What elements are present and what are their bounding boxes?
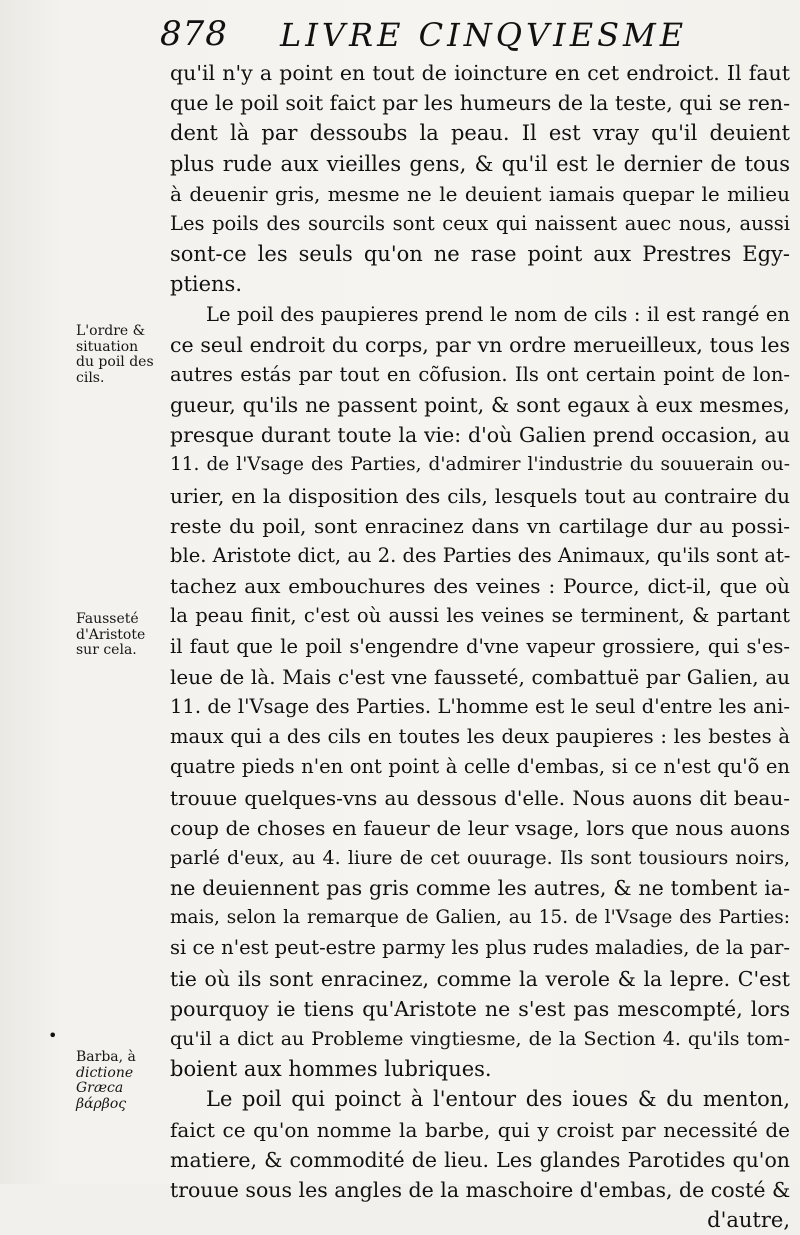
text-line: sont-ce les seuls qu'on ne rase point aux Prestres Egy- — [170, 242, 790, 267]
text-line: pourquoy ie tiens qu'Aristote ne s'est pas mescompté, lors — [170, 996, 790, 1021]
text-line: presque durant toute la vie: d'où Galien prend occasion, au — [170, 423, 790, 448]
text-line: ne deuiennent pas gris comme les autres, & ne tombent ia- — [170, 876, 790, 901]
text-line: si ce n'est peut-estre parmy les plus rudes maladies, de la par- — [170, 936, 790, 960]
text-line: Les poils des sourcils sont ceux qui naissent auec nous, aussi — [170, 211, 790, 235]
text-line: Le poil qui poinct à l'entour des ioues & du menton, — [206, 1087, 790, 1112]
text-line: trouue quelques-vns au dessous d'elle. Nous auons dit beau- — [170, 785, 790, 810]
text-line: parlé d'eux, au 4. liure de cet ouurage. Ils sont tousiours noirs, — [170, 846, 790, 869]
text-line: 11. de l'Vsage des Parties. L'homme est le seul d'entre les ani- — [170, 694, 790, 718]
text-line: coup de choses en faueur de leur vsage, lors que nous auons — [170, 815, 790, 840]
text-line: dent là par dessoubs la peau. Il est vray qu'il deuient — [170, 121, 790, 146]
text-line: quatre pieds n'en ont point à celle d'embas, si ce n'est qu'õ en — [170, 755, 790, 779]
text-line: urier, en la disposition des cils, lesquels tout au contraire du — [170, 483, 790, 508]
margin-bullet: • — [48, 1026, 58, 1045]
margin-note-faussete: Fausseté d'Aristote sur cela. — [76, 611, 146, 658]
text-line: Le poil des paupieres prend le nom de cils : il est rangé en — [206, 302, 790, 326]
page-header — [160, 14, 780, 64]
text-line: boient aux hommes lubriques. — [170, 1057, 492, 1082]
text-line: maux qui a des cils en toutes les deux paupieres : les bestes à — [170, 725, 790, 749]
body-text — [170, 58, 790, 1235]
text-line: d'autre, — [707, 1208, 790, 1233]
text-line: trouue sous les angles de la maschoire d'embas, de costé & — [170, 1177, 791, 1202]
text-line: autres estás par tout en cõfusion. Ils ont certain point de lon- — [170, 362, 790, 386]
text-line: gueur, qu'ils ne passent point, & sont egaux à eux mesmes, — [170, 393, 790, 418]
text-line: ptiens. — [170, 272, 243, 297]
text-line: tie où ils sont enracinez, comme la verole & la lepre. C'est — [170, 966, 790, 991]
text-line: la peau finit, c'est où aussi les veines se terminent, & partant — [170, 604, 790, 628]
text-line: que le poil soit faict par les humeurs de la teste, qui se ren- — [170, 91, 790, 116]
text-line: reste du poil, sont enracinez dans vn cartilage dur au possi- — [170, 513, 790, 538]
margin-note-cils: L'ordre & situation du poil des cils. — [76, 323, 154, 386]
text-line: mais, selon la remarque de Galien, au 15. de l'Vsage des Parties: — [170, 907, 790, 929]
margin-note-barba: Barba, à dictione Græca βάρβος — [76, 1049, 136, 1112]
text-line: qu'il a dict au Probleme vingtiesme, de la Section 4. qu'ils tom- — [170, 1028, 790, 1050]
text-line: plus rude aux vieilles gens, & qu'il est le dernier de tous — [170, 151, 790, 176]
text-line: matiere, & commodité de lieu. Les glandes Parotides qu'on — [170, 1147, 790, 1172]
text-line: à deuenir gris, mesme ne le deuient iamais quepar le milieu — [170, 181, 790, 206]
running-head: LIVRE CINQVIESME — [280, 16, 688, 54]
page-number: 878 — [160, 14, 228, 54]
text-line: leue de là. Mais c'est vne fausseté, combattuë par Galien, au — [170, 664, 790, 689]
text-line: 11. de l'Vsage des Parties, d'admirer l'industrie du souuerain ou- — [170, 454, 790, 476]
text-line: il faut que le poil s'engendre d'vne vapeur grossiere, qui s'es- — [170, 634, 790, 658]
text-line: qu'il n'y a point en tout de ioincture en cet endroict. Il faut — [170, 61, 790, 85]
text-line: faict ce qu'on nomme la barbe, qui y croist par necessité de — [170, 1117, 790, 1142]
text-line: ce seul endroit du corps, par vn ordre merueilleux, tous les — [170, 332, 790, 357]
text-line: tachez aux embouchures des veines : Pource, dict-il, que où — [170, 574, 790, 599]
text-line: ble. Aristote dict, au 2. des Parties des Animaux, qu'ils sont at- — [170, 544, 791, 567]
